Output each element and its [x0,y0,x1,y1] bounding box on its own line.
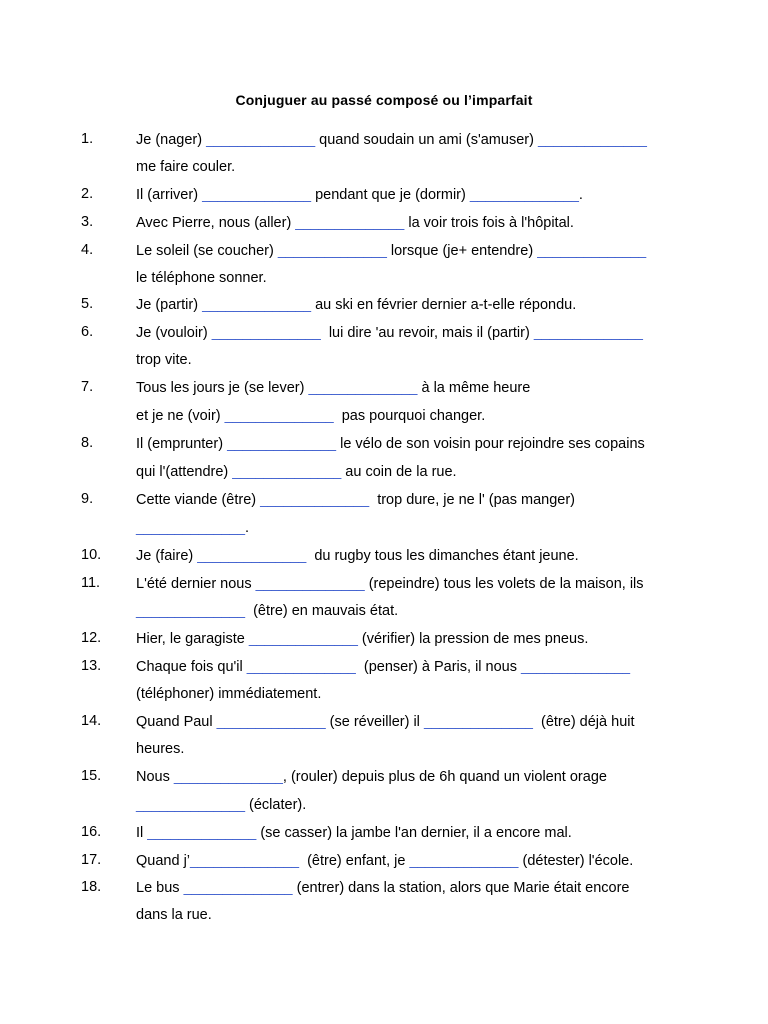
exercise-line [136,209,736,237]
exercise-line [136,374,736,402]
exercise-line [136,542,736,570]
exercise-number: 3. [81,213,94,230]
exercise-segment: (entrer) dans la station, alors que Marie était encore [292,880,630,897]
exercise-line [136,653,736,681]
exercise-number: 2. [81,185,94,202]
answer-blank[interactable]: ______________ [136,518,246,535]
exercise-segment: Cette viande (être) [136,491,261,508]
exercise-segment: Il (emprunter) [136,435,228,452]
exercise-segment: Il [136,824,148,841]
exercise-segment: Chaque fois qu'il [136,659,247,676]
exercise-number: 7. [81,379,94,396]
exercise-line [136,763,736,791]
answer-blank[interactable]: ______________ [190,851,300,868]
exercise-segment: Je (vouloir) [136,325,212,342]
answer-blank[interactable]: ______________ [277,241,387,258]
exercise-segment: (détester) l'école. [518,852,634,869]
exercise-text [136,209,736,237]
exercise-line [136,681,736,708]
exercise-line [136,291,736,319]
exercise-item [0,653,768,708]
exercise-line [136,265,736,292]
exercise-item [0,237,768,292]
exercise-number: 17. [81,851,102,868]
exercise-text [136,126,736,181]
exercise-segment: (téléphoner) immédiatement. [136,686,322,703]
exercise-segment: L'été dernier nous [136,575,256,592]
answer-blank[interactable]: ______________ [136,602,246,619]
exercise-segment: du rugby tous les dimanches étant jeune. [306,547,579,564]
answer-blank[interactable]: ______________ [224,407,334,424]
exercise-number: 15. [81,767,102,784]
exercise-line [136,708,736,736]
exercise-line [136,625,736,653]
exercise-item [0,570,768,626]
exercise-line [136,514,736,542]
exercise-segment: à la même heure [417,380,531,397]
answer-blank[interactable]: ______________ [308,379,418,396]
exercise-line [136,486,736,514]
exercise-segment: (se casser) la jambe l'an dernier, il a encore mal. [256,824,572,841]
exercise-item [0,708,768,763]
exercise-segment: (penser) à Paris, il nous [355,659,522,676]
exercise-segment: dans la rue. [136,907,212,924]
exercise-line [136,430,736,458]
exercise-segment: , (rouler) depuis plus de 6h quand un violent orage [282,768,607,785]
exercise-number: 8. [81,434,94,451]
exercise-segment: au ski en février dernier a-t-elle répondu. [311,297,577,314]
exercise-segment: Quand j’ [136,852,191,869]
answer-blank[interactable]: ______________ [232,462,342,479]
exercise-text [136,763,736,819]
exercise-text [136,374,736,430]
exercise-segment: au coin de la rue. [341,463,457,480]
exercise-segment: trop dure, je ne l' (pas manger) [369,491,576,508]
exercise-text [136,570,736,626]
exercise-segment: (être) en mauvais état. [245,603,399,620]
exercise-line [136,347,736,374]
answer-blank[interactable]: ______________ [533,324,643,341]
exercise-text [136,708,736,763]
exercise-segment: pendant que je (dormir) [311,186,470,203]
exercise-list [0,126,768,929]
exercise-text [136,542,736,570]
exercise-number: 11. [81,574,101,591]
worksheet-title: Conjuguer au passé composé ou l’imparfait [235,92,533,108]
exercise-item [0,126,768,181]
exercise-line [136,902,736,929]
exercise-line [136,819,736,847]
exercise-segment: (être) enfant, je [299,852,410,869]
answer-blank[interactable]: ______________ [246,658,356,675]
exercise-number: 4. [81,241,94,258]
exercise-line [136,847,736,875]
answer-blank[interactable]: ______________ [423,713,533,730]
exercise-number: 10. [81,546,102,563]
exercise-segment: trop vite. [136,352,192,369]
exercise-line [136,791,736,819]
exercise-number: 14. [81,713,102,730]
answer-blank[interactable]: ______________ [260,490,370,507]
exercise-segment: lorsque (je+ entendre) [386,242,538,259]
exercise-item [0,319,768,374]
exercise-segment: . [578,186,583,203]
answer-blank[interactable]: ______________ [206,131,316,147]
exercise-item [0,847,768,875]
exercise-segment: (repeindre) tous les volets de la maison, ils [364,575,644,592]
exercise-segment: (se réveiller) il [325,714,424,731]
answer-blank[interactable]: ______________ [537,131,647,147]
exercise-line [136,319,736,347]
exercise-line [136,570,736,598]
answer-blank[interactable]: ______________ [295,213,405,230]
exercise-segment: qui l'(attendre) [136,463,233,480]
exercise-line [136,597,736,625]
answer-blank[interactable]: ______________ [202,185,312,202]
answer-blank[interactable]: ______________ [248,630,358,647]
answer-blank[interactable]: ______________ [469,185,579,202]
answer-blank[interactable]: ______________ [183,879,293,896]
exercise-item [0,374,768,430]
exercise-text [136,819,736,847]
answer-blank[interactable]: ______________ [537,241,647,258]
exercise-item [0,486,768,542]
exercise-segment: pas pourquoi changer. [333,408,486,425]
answer-blank[interactable]: ______________ [521,658,631,675]
exercise-item [0,209,768,237]
exercise-item [0,819,768,847]
exercise-item [0,430,768,486]
exercise-segment: Nous [136,768,174,785]
answer-blank[interactable]: ______________ [173,767,283,784]
exercise-item [0,625,768,653]
exercise-text [136,319,736,374]
answer-blank[interactable]: ______________ [147,823,257,840]
exercise-item [0,874,768,929]
exercise-number: 9. [81,490,94,507]
exercise-number: 13. [81,658,102,675]
exercise-segment: me faire couler. [136,158,236,175]
exercise-item [0,542,768,570]
exercise-text [136,430,736,486]
exercise-line [136,402,736,430]
exercise-text [136,486,736,542]
answer-blank[interactable]: ______________ [202,296,312,313]
answer-blank[interactable]: ______________ [227,434,337,451]
exercise-text [136,291,736,319]
exercise-text [136,874,736,929]
exercise-line [136,736,736,763]
exercise-segment: Le soleil (se coucher) [136,242,278,259]
exercise-segment: quand soudain un ami (s'amuser) [315,132,538,148]
exercise-segment: Je (partir) [136,297,203,314]
answer-blank[interactable]: ______________ [136,795,246,812]
exercise-segment: (vérifier) la pression de mes pneus. [357,631,589,648]
exercise-segment: . [245,519,250,536]
exercise-segment: Hier, le garagiste [136,631,249,648]
exercise-number: 16. [81,823,102,840]
exercise-line [136,458,736,486]
exercise-segment: Quand Paul [136,714,217,731]
exercise-line [136,874,736,902]
exercise-text [136,653,736,708]
exercise-text [136,847,736,875]
exercise-line [136,154,736,181]
exercise-segment: la voir trois fois à l'hôpital. [404,214,574,231]
exercise-segment: Je (nager) [136,132,207,148]
exercise-text [136,237,736,292]
exercise-segment: Il (arriver) [136,186,203,203]
exercise-number: 5. [81,296,94,313]
exercise-line [136,181,736,209]
exercise-segment: le téléphone sonner. [136,269,267,286]
exercise-number: 6. [81,324,94,341]
exercise-segment: Je (faire) [136,547,198,564]
exercise-segment: et je ne (voir) [136,408,225,425]
exercise-segment: (éclater). [245,796,307,813]
answer-blank[interactable]: ______________ [216,713,326,730]
exercise-segment: le vélo de son voisin pour rejoindre ses copains [336,435,645,452]
exercise-number: 12. [81,630,102,647]
exercise-number: 18. [81,879,102,896]
exercise-item [0,291,768,319]
exercise-segment: Tous les jours je (se lever) [136,380,309,397]
exercise-segment: Le bus [136,880,184,897]
exercise-number: 1. [81,131,94,147]
exercise-segment: (être) déjà huit [532,714,635,731]
exercise-segment: lui dire 'au revoir, mais il (partir) [320,325,534,342]
exercise-line [136,237,736,265]
exercise-text [136,625,736,653]
exercise-segment: Avec Pierre, nous (aller) [136,214,296,231]
answer-blank[interactable]: ______________ [197,546,307,563]
answer-blank[interactable]: ______________ [255,574,365,591]
exercise-item [0,763,768,819]
exercise-line [136,126,736,154]
answer-blank[interactable]: ______________ [409,851,519,868]
answer-blank[interactable]: ______________ [211,324,321,341]
exercise-segment: heures. [136,740,185,757]
exercise-text [136,181,736,209]
exercise-item [0,181,768,209]
